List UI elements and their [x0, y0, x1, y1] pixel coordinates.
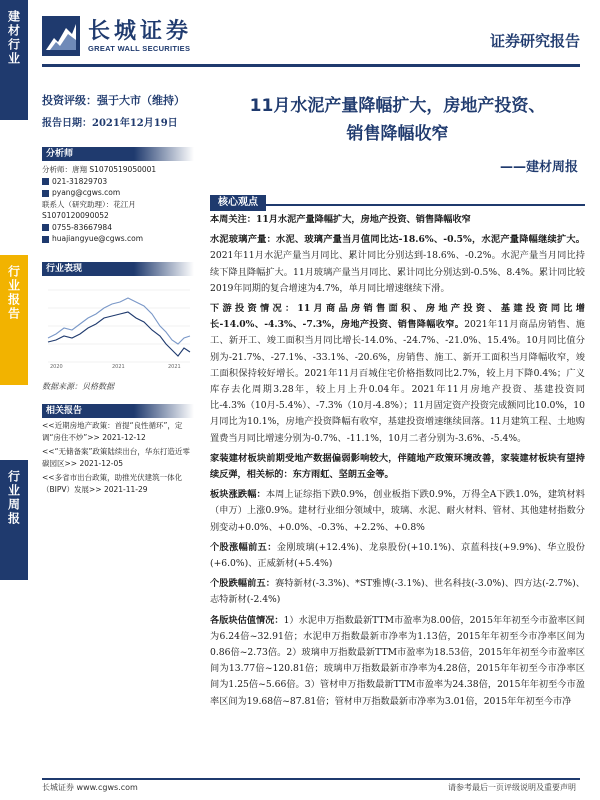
cement-glass-text: 2021年11月水泥产量当月同比、累计同比分别达到-18.6%、-0.2%。水泥产量当月同比持续下降且降幅扩大。11月玻璃产量当月同比、累计同比分别达到-0.5%、8.4%。累计同比较2019年同期的复合增速为4.7%，单月同比增速继续下滑。	[210, 250, 585, 294]
logo-english-name: GREAT WALL SECURITIES	[88, 43, 191, 53]
email-icon	[42, 236, 49, 243]
footer-disclaimer-note: 请参考最后一页评级说明及重要声明	[448, 783, 576, 792]
analyst-phone: 021-31829703	[52, 176, 108, 186]
email-icon	[42, 190, 49, 197]
side-label-industry-text: 建材行业	[6, 10, 21, 66]
side-label-report	[0, 255, 28, 385]
downstream-paragraph	[210, 301, 585, 447]
contact-email[interactable]: huajiangyue@cgws.com	[52, 234, 144, 243]
related-section-header	[42, 404, 194, 418]
home-building-paragraph	[210, 451, 585, 483]
sector-change-text: 本周上证综指下跌0.9%，创业板指下跌0.9%，万得全A下跌1.0%，建筑材料（申万）上涨0.9%。建材行业细分领域中，玻璃、水泥、耐火材料、管材、其他建材指数分别变动+0.0%、+0.0%、-0.3%、+2.2%、+0.8%	[210, 489, 585, 533]
contact-cert-line: S1070120090052	[42, 211, 109, 220]
valuation-text: 1）水泥申万指数最新TTM市盈率为8.00倍，2015年年初至今市盈率区间为6.24倍~32.91倍；水泥申万指数最新市净率为1.13倍，2015年年初至今市净率区间为0.86倍~2.73倍。2）玻璃申万指数最新TTM市盈率为18.53倍，2015年年初至今市盈率区间为13.77倍~120.81倍；玻璃申万指数最新市净率为4.28倍，2015年年初至今市净率区间为1.25倍~5.66倍。3）管材申万指数最新TTM市盈率为24.38倍，2015年年初至今市盈率区间为19.68倍~87.81倍；管材申万指数最新市净率为3.01倍，2015年年初至今市净	[210, 614, 585, 707]
valuation-paragraph	[210, 613, 585, 710]
svg-text:2020: 2020	[50, 364, 63, 370]
analyst-section-header	[42, 147, 194, 161]
investment-rating	[42, 92, 185, 108]
report-title	[210, 92, 585, 148]
chart-source: 数据来源：贝格数据	[42, 382, 114, 391]
top-losers-lead: 个股跌幅前五：	[210, 578, 276, 590]
logo-chinese-name: 长城证券	[88, 18, 193, 44]
analyst-phone-line	[42, 176, 194, 188]
report-subtitle: ——建材周报	[499, 160, 578, 175]
rating-value: 强于大市（维持）	[97, 94, 185, 107]
svg-text:2021: 2021	[168, 364, 181, 370]
sector-change-paragraph	[210, 487, 585, 536]
core-view-body	[210, 212, 585, 714]
side-strip	[0, 0, 28, 800]
top-losers-paragraph	[210, 576, 585, 608]
trend-section-title: 行业表现	[46, 264, 83, 274]
header-divider	[42, 64, 580, 67]
side-label-weekly	[0, 460, 28, 580]
phone-icon	[42, 178, 49, 185]
top-losers-text: 赛特新材(-3.3%)、*ST雅博(-3.1%)、世名科技(-3.0%)、四方达(-2.7%)、志特新材(-2.4%)	[210, 578, 585, 606]
top-gainers-lead: 个股涨幅前五：	[210, 541, 277, 553]
svg-text:2021: 2021	[112, 364, 125, 370]
phone-icon	[42, 224, 49, 231]
cement-glass-lead: 水泥玻璃产量：水泥、玻璃产量当月值同比达-18.6%、-0.5%，水泥产量降幅继续扩大。	[210, 234, 585, 246]
date-value: 2021年12月19日	[92, 118, 178, 129]
contact-email-line[interactable]	[42, 233, 194, 245]
analyst-email[interactable]: pyang@cgws.com	[52, 188, 121, 197]
cement-glass-paragraph	[210, 232, 585, 297]
footer-divider	[42, 778, 580, 780]
top-gainers-paragraph	[210, 540, 585, 572]
analyst-email-line[interactable]	[42, 187, 194, 199]
side-label-industry	[0, 0, 28, 120]
contact-name-line: 联系人（研究助理）：花江月	[42, 199, 136, 209]
report-title-line1: 11月水泥产量降幅扩大，房地产投资、	[249, 96, 546, 116]
core-view-label: 核心观点	[210, 195, 266, 211]
report-type-label: 证券研究报告	[489, 32, 580, 50]
analyst-info	[42, 164, 194, 245]
contact-phone: 0755-83667984	[52, 222, 112, 232]
footer-website[interactable]: 长城证券 www.cgws.com	[42, 783, 138, 792]
performance-chart-svg	[42, 278, 194, 370]
great-wall-logo-icon	[42, 16, 80, 56]
core-view-header	[210, 190, 585, 206]
industry-performance-chart	[42, 278, 194, 370]
report-date	[42, 114, 178, 129]
sector-change-lead: 板块涨跌幅：	[210, 489, 266, 501]
rating-label: 投资评级：	[42, 94, 97, 107]
related-reports-list	[42, 420, 194, 498]
trend-section-header	[42, 262, 194, 276]
related-report-item[interactable]: <<近期房地产政策：首提“良性循环”，定调“房住不炒”>> 2021-12-12	[42, 421, 183, 442]
company-logo	[42, 12, 262, 60]
top-gainers-text: 金刚玻璃(+12.4%)、龙泉股份(+10.1%)、京蓝科技(+9.9%)、华立股份(+6.0%)、正威新材(+5.4%)	[210, 541, 585, 570]
related-report-item[interactable]: <<“无储备案”政策陆续出台，华东打造近零碳园区>> 2021-12-05	[42, 447, 190, 468]
downstream-lead: 下游投资情况：11月商品房销售面积、房地产投资、基建投资同比增长-14.0%、-4.3%、-7.3%，房地产投资、销售降幅收窄。	[210, 303, 585, 331]
valuation-lead: 各版块估值情况：	[210, 614, 284, 626]
downstream-text: 2021年11月商品房销售、施工、新开工、竣工面积当月同比增长-14.0%、-24.7%、-21.0%、15.4%。10月同比值分别为-21.7%、-27.1%、-33.1%、-20.6%，房销售、施工、新开工面积当月降幅收窄，竣工面积保持较好增长。2021年11月百城住宅价格指数同比2.7%，较上月下降0.4%；广义库存去化周期3.28年，较上月上升0.04年。2021年11月房地产投资、基建投资同比-4.3%（10月-5.4%）、-7.3%（10月-4.8%）；11月固定资产投资完成额同比10.0%，10月同比为10.1%，房地产投资降幅有收窄，基建投资增速继续回落。11月建筑工程、土地购置费当月同比增速分别为-0.7%、-11.1%，10月二者分别为-3.6%、-5.4%。	[210, 319, 585, 444]
home-building-lead: 家装建材板块前期受地产数据偏弱影响较大，伴随地产政策环境改善，家装建材板块有望持续反弹，相关标的：东方雨虹、坚朗五金等。	[210, 452, 585, 481]
date-label: 报告日期：	[42, 118, 92, 129]
analyst-name-line: 分析师：唐翔 S1070519050001	[42, 165, 157, 174]
related-section-title: 相关报告	[46, 406, 83, 416]
weekly-focus-paragraph	[210, 212, 585, 228]
report-title-line2: 销售降幅收窄	[346, 124, 449, 144]
side-label-report-text: 行业报告	[6, 265, 21, 321]
analyst-section-title: 分析师	[46, 149, 74, 159]
side-label-weekly-text: 行业周报	[6, 470, 21, 526]
related-report-item[interactable]: <<多省市出台政策，助推光伏建筑一体化（BIPV）发展>> 2021-11-29	[42, 473, 183, 494]
contact-phone-line	[42, 222, 194, 234]
weekly-focus-lead: 本周关注：	[210, 214, 256, 225]
weekly-focus-text: 11月水泥产量降幅扩大，房地产投资、销售降幅收窄	[255, 214, 471, 225]
